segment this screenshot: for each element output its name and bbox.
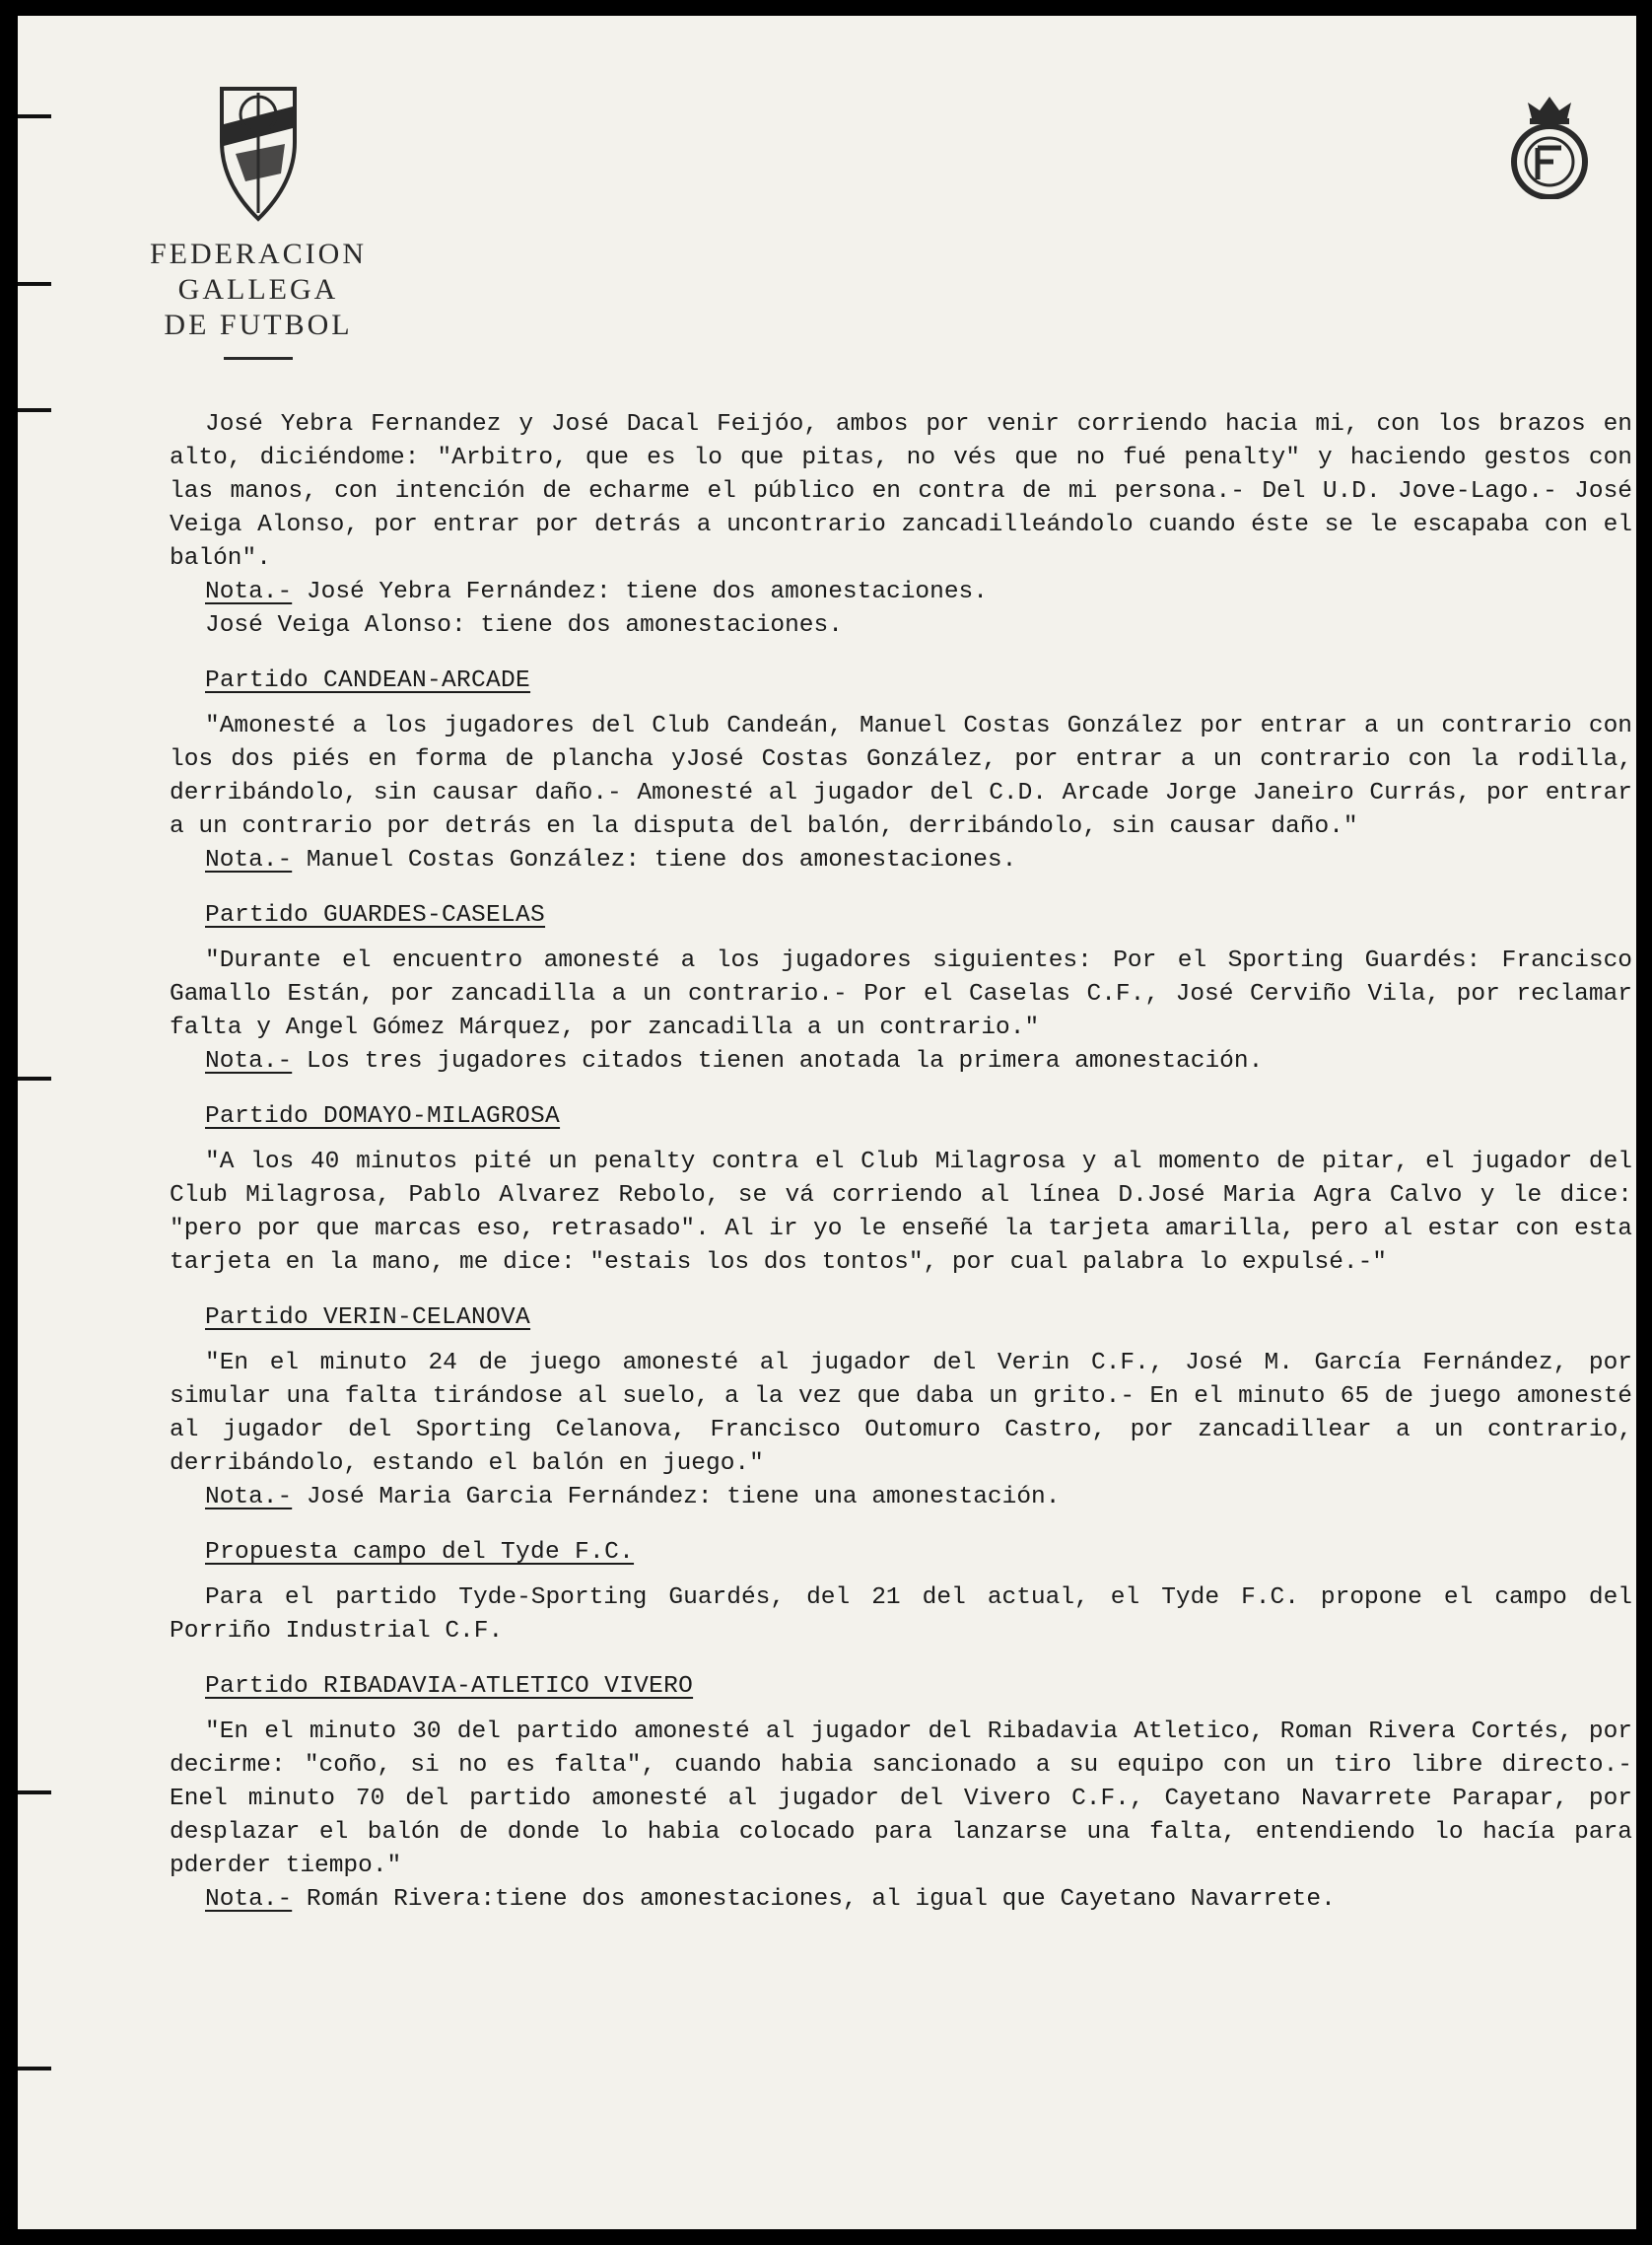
note-line — [170, 609, 1632, 643]
note-line — [170, 1481, 1632, 1514]
note-line — [170, 1045, 1632, 1079]
binder-mark — [18, 1077, 51, 1081]
section-heading: Partido GUARDES-CASELAS — [205, 902, 546, 929]
section-paragraph — [170, 1146, 1632, 1280]
organization-name — [81, 237, 436, 343]
note-label: Nota.- — [205, 1484, 293, 1510]
document-page — [18, 16, 1636, 2229]
paragraph-text: "En el minuto 30 del partido amonesté al jugador del Ribadavia Atletico, Roman Rivera Cortés, por decirme: "coño, si no es falta", cuando habia sancionado a su equipo con un tiro libre directo.- Enel minuto 70 del partido amonesté al jugador del Vivero C.F., Cayetano Navarrete Parapar, por desplazar el balón de donde lo habia colocado para lanzarse una falta, entendiendo lo hacía para pderder tiempo." — [170, 1719, 1632, 1879]
binder-mark — [18, 282, 51, 286]
section-paragraph — [170, 1347, 1632, 1481]
note-text: José Yebra Fernández: tiene dos amonestaciones. — [292, 579, 988, 605]
org-name-line-2: DE FUTBOL — [164, 309, 353, 341]
intro-paragraph — [170, 408, 1632, 576]
section-heading: Partido DOMAYO-MILAGROSA — [205, 1103, 561, 1130]
paragraph-text: "En el minuto 24 de juego amonesté al jugador del Verin C.F., José M. García Fernández, por simular una falta tirándose al suelo, a la vez que daba un grito.- En el minuto 65 de juego amonesté al jugador del Sporting Celanova, Francisco Outomuro Castro, por zancadillear a un contrario, derribándolo, estando el balón en juego." — [170, 1350, 1632, 1477]
section — [170, 643, 1632, 877]
section — [170, 1280, 1632, 1514]
paragraph-text: José Yebra Fernandez y José Dacal Feijóo, ambos por venir corriendo hacia mi, con los brazos en alto, diciéndome: "Arbitro, que es lo que pitas, no vés que no fué penalty" y haciendo gestos con las manos, con intención de echarme el público en contra de mi persona.- Del U.D. Jove-Lago.- José Veiga Alonso, por entrar por detrás a uncontrario zancadilleándolo cuando éste se le escapaba con el balón". — [170, 411, 1632, 572]
note-text: José Veiga Alonso: tiene dos amonestaciones. — [205, 612, 843, 639]
binder-mark — [18, 114, 51, 118]
shield-icon — [216, 85, 301, 223]
binder-mark — [18, 408, 51, 412]
section-paragraph — [170, 1716, 1632, 1883]
note-label: Nota.- — [205, 847, 293, 874]
section-heading: Partido VERIN-CELANOVA — [205, 1304, 531, 1331]
divider — [224, 357, 293, 360]
section — [170, 1514, 1632, 1649]
section — [170, 877, 1632, 1079]
letterhead — [81, 85, 436, 360]
section — [170, 1649, 1632, 1917]
note-line — [170, 844, 1632, 877]
section-paragraph — [170, 1581, 1632, 1649]
note-label: Nota.- — [205, 1886, 293, 1913]
note-label: Nota.- — [205, 579, 293, 605]
section-heading: Partido RIBADAVIA-ATLETICO VIVERO — [205, 1673, 694, 1700]
note-line — [170, 576, 1632, 609]
section-paragraph — [170, 945, 1632, 1045]
section — [170, 1079, 1632, 1280]
note-line — [170, 1883, 1632, 1917]
binder-mark — [18, 2067, 51, 2070]
note-text: Los tres jugadores citados tienen anotada la primera amonestación. — [292, 1048, 1264, 1075]
note-text: Román Rivera:tiene dos amonestaciones, al igual que Cayetano Navarrete. — [292, 1886, 1336, 1913]
note-text: Manuel Costas González: tiene dos amonestaciones. — [292, 847, 1017, 874]
section-paragraph — [170, 710, 1632, 844]
org-name-line-1: FEDERACION GALLEGA — [149, 238, 367, 306]
paragraph-text: "A los 40 minutos pité un penalty contra el Club Milagrosa y al momento de pitar, el jugador del Club Milagrosa, Pablo Alvarez Rebolo, se vá corriendo al línea D.José Maria Agra Calvo y le dice: "pero por que marcas eso, retrasado". Al ir yo le enseñé la tarjeta amarilla, pero al estar con esta tarjeta en la mano, me dice: "estais los dos tontos", por cual palabra lo expulsé.-" — [170, 1149, 1632, 1276]
paragraph-text: Para el partido Tyde-Sporting Guardés, del 21 del actual, el Tyde F.C. propone el campo del Porriño Industrial C.F. — [170, 1584, 1632, 1645]
paragraph-text: "Amonesté a los jugadores del Club Candeán, Manuel Costas González por entrar a un contrario con los dos piés en forma de plancha yJosé Costas González, por entrar a un contrario con la rodilla, derribándolo, sin causar daño.- Amonesté al jugador del C.D. Arcade Jorge Janeiro Currás, por entrar a un contrario por detrás en la disputa del balón, derribándolo, sin causar daño." — [170, 713, 1632, 840]
note-text: José Maria Garcia Fernández: tiene una amonestación. — [292, 1484, 1061, 1510]
section-heading: Propuesta campo del Tyde F.C. — [205, 1539, 635, 1566]
paragraph-text: "Durante el encuentro amonesté a los jugadores siguientes: Por el Sporting Guardés: Francisco Gamallo Están, por zancadilla a un contrario.- Por el Caselas C.F., José Cerviño Vila, por reclamar falta y Angel Gómez Márquez, por zancadilla a un contrario." — [170, 947, 1632, 1041]
document-body — [170, 408, 1632, 1917]
crowned-crest-icon — [1508, 91, 1591, 199]
note-label: Nota.- — [205, 1048, 293, 1075]
binder-mark — [18, 1790, 51, 1794]
section-heading: Partido CANDEAN-ARCADE — [205, 667, 531, 694]
